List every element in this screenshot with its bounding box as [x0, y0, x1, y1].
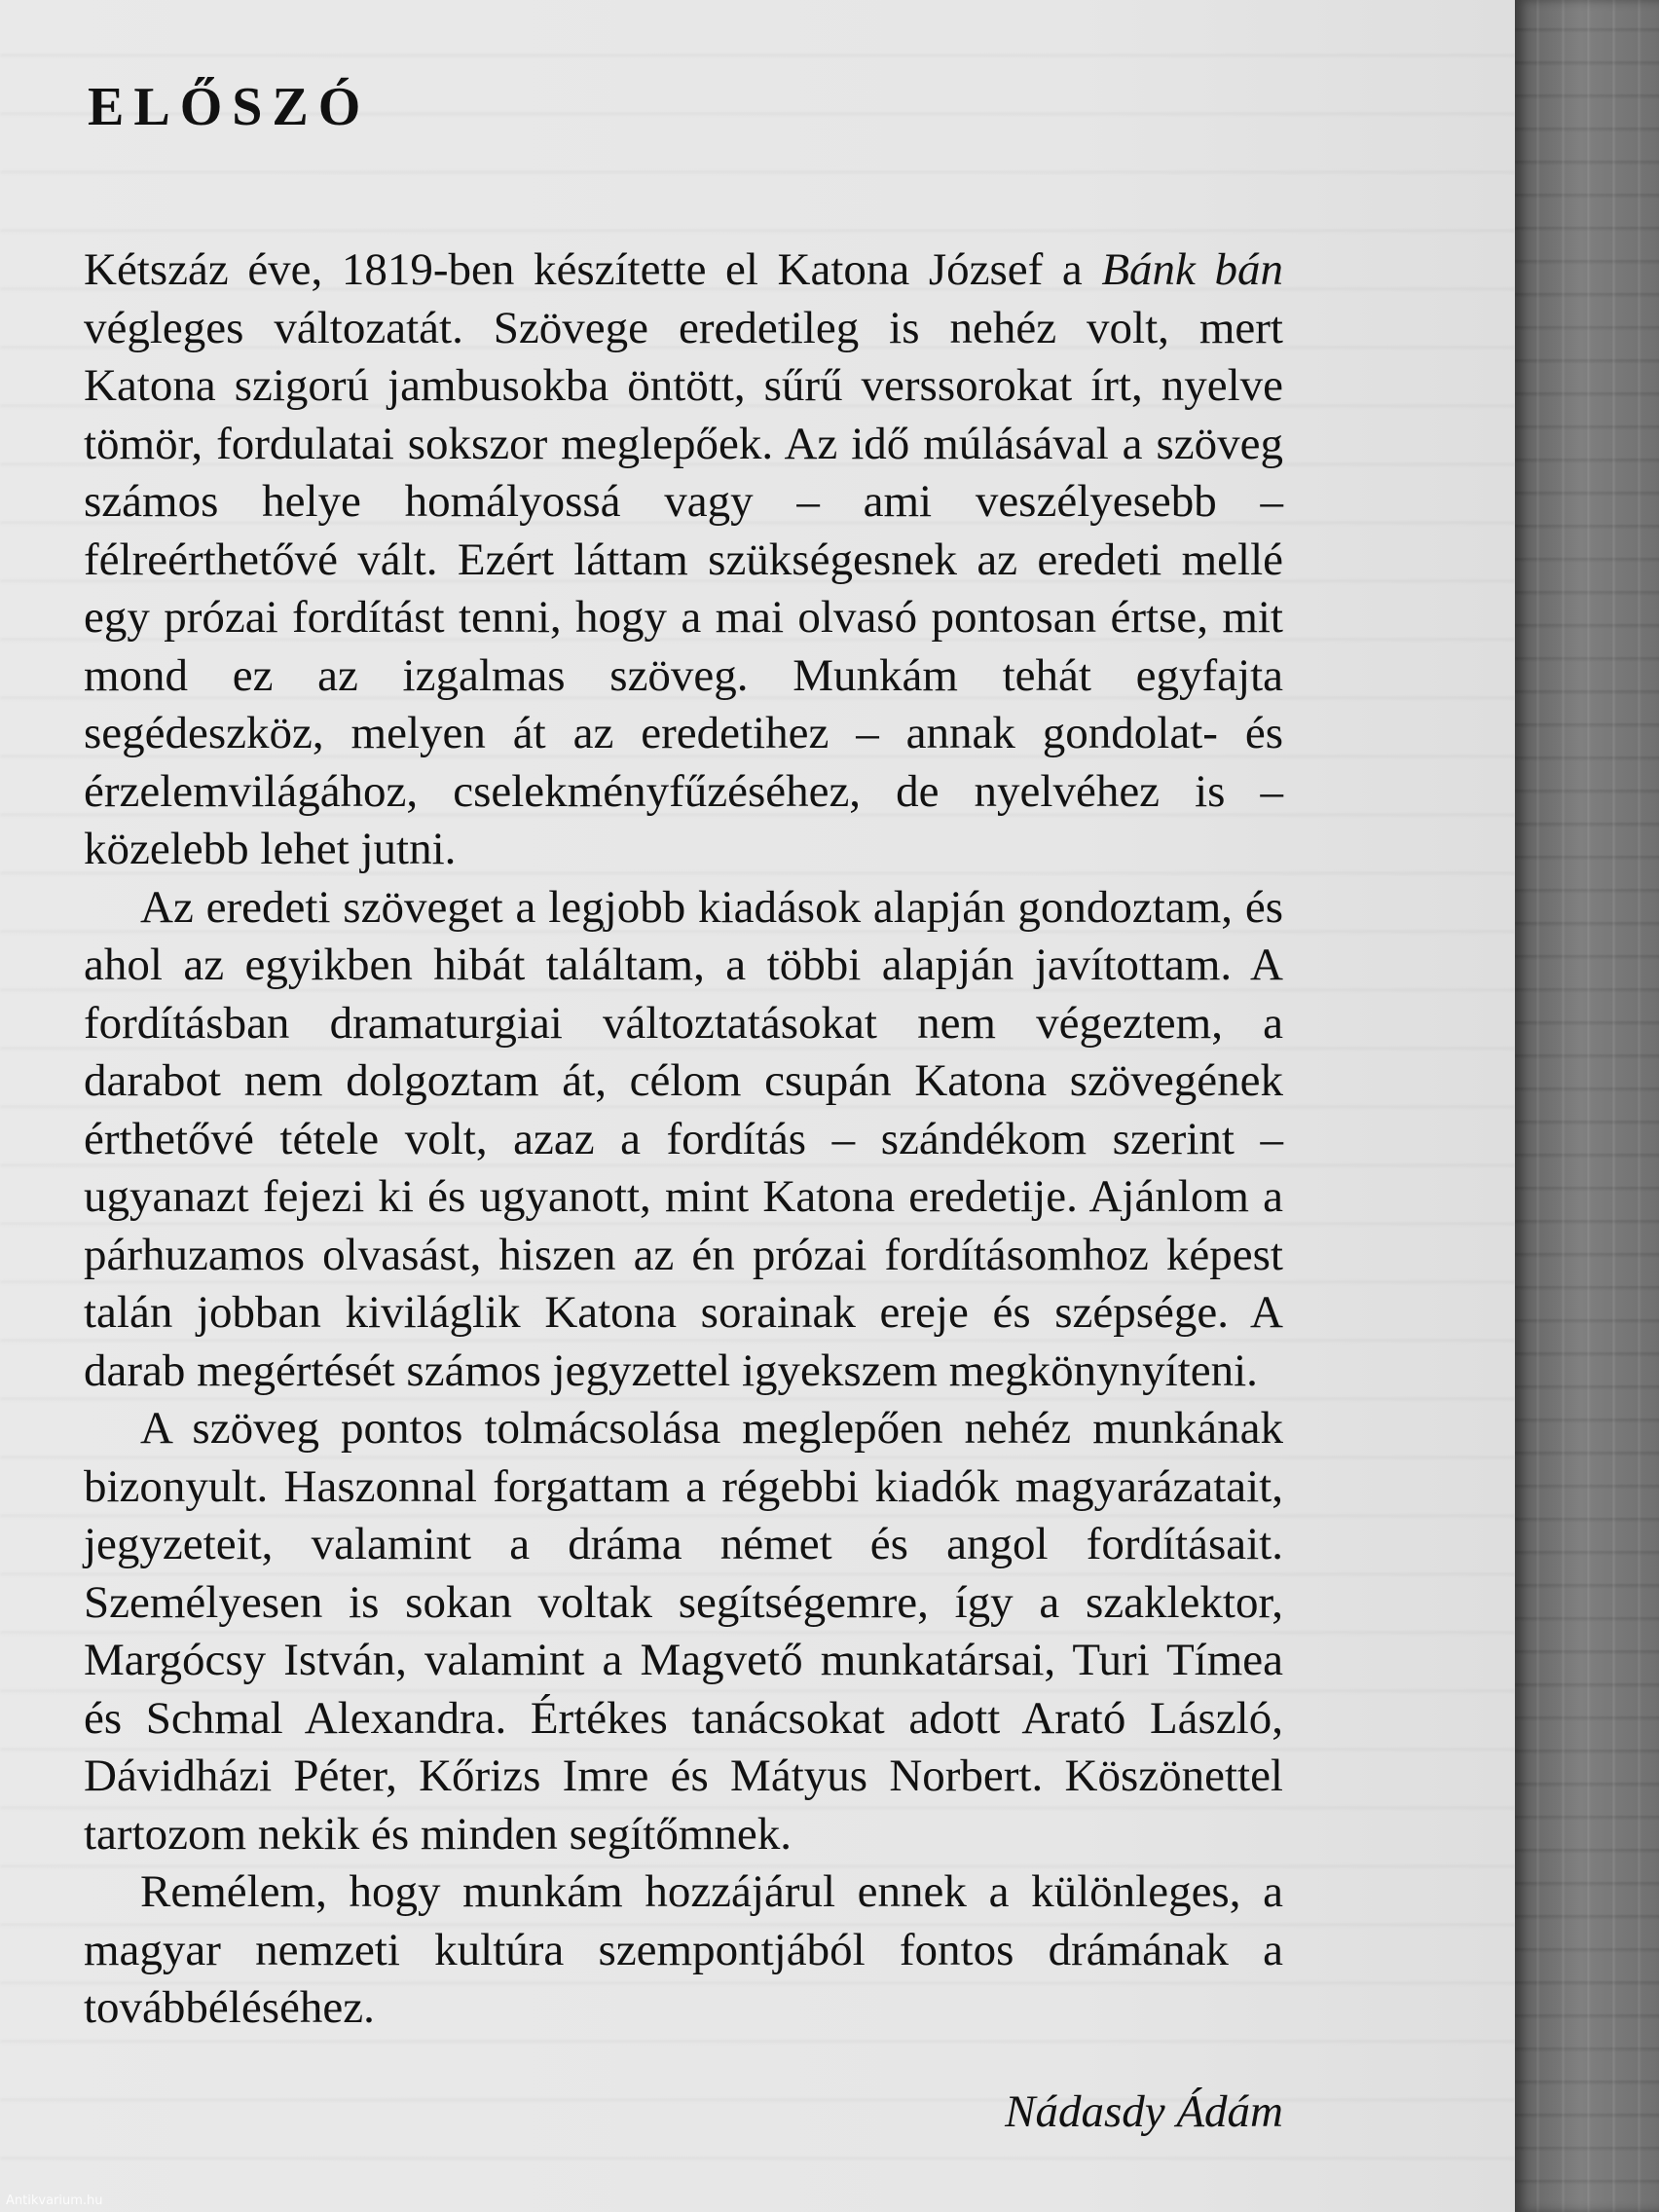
paragraph-1-start: Kétszáz éve, 1819-ben készítette el Katona József a [84, 244, 1102, 295]
paragraph-3: A szöveg pontos tolmácsolása meglepően nehéz munkának bizonyult. Haszonnal forgattam a régebbi kiadók magyarázatait, jegyzeteit, valamint a dráma német és angol fordításait. Személyesen is sokan voltak segítségemre, így a szaklektor, Margócsy István, valamint a Magvető munkatársai, Turi Tímea és Schmal Alexandra. Értékes tanácsokat adott Arató László, Dávidházi Péter, Kőrizs Imre és Mátyus Norbert. Köszönettel tartozom nekik és minden segítőmnek. [84, 1403, 1283, 1860]
paragraph-2: Az eredeti szöveget a legjobb kiadások alapján gondoztam, és ahol az egyikben hibát találtam, a többi alapján javítottam. A fordításban dramaturgiai változtatásokat nem végeztem, a darabot nem dolgoztam át, célom csupán Katona szövegének érthetővé tétele volt, azaz a fordítás – szándékom szerint – ugyanazt fejezi ki és ugyanott, mint Katona eredetije. Ajánlom a párhuzamos olvasást, hiszen az én prózai fordításomhoz képest talán jobban kiviláglik Katona sorainak ereje és szépsége. A darab megértését számos jegyzettel igyekszem megkönynyíteni. [84, 881, 1283, 1396]
italic-title-bank-ban: Bánk bán [1101, 244, 1284, 295]
page-edge-background [1515, 0, 1659, 2212]
author-signature: Nádasdy Ádám [1005, 2086, 1283, 2137]
paragraph-1-rest: végleges változatát. Szövege eredetileg is nehéz volt, mert Katona szigorú jambusokba öntött, sűrű verssorokat írt, nyelve tömör, fordulatai sokszor meglepőek. Az idő múlásával a szöveg számos helye homályossá vagy – ami veszélyesebb – félreérthetővé vált. Ezért láttam szükségesnek az eredeti mellé egy prózai fordítást tenni, hogy a mai olvasó pontosan értse, mit mond ez az izgalmas szöveg. Munkám tehát egyfajta segédeszköz, melyen át az eredetihez – annak gondolat- és érzelemvilágához, cselekményfűzéséhez, de nyelvéhez is – közelebb lehet jutni. [84, 302, 1283, 874]
paragraph-4: Remélem, hogy munkám hozzájárul ennek a különleges, a magyar nemzeti kultúra szempontjából fontos drámának a továbbéléséhez. [84, 1866, 1283, 2033]
foreword-text [84, 241, 1283, 2038]
watermark: Antikvarium.hu [6, 2194, 103, 2208]
paragraph-1 [84, 241, 1283, 879]
page-title: ELŐSZÓ [88, 77, 371, 137]
